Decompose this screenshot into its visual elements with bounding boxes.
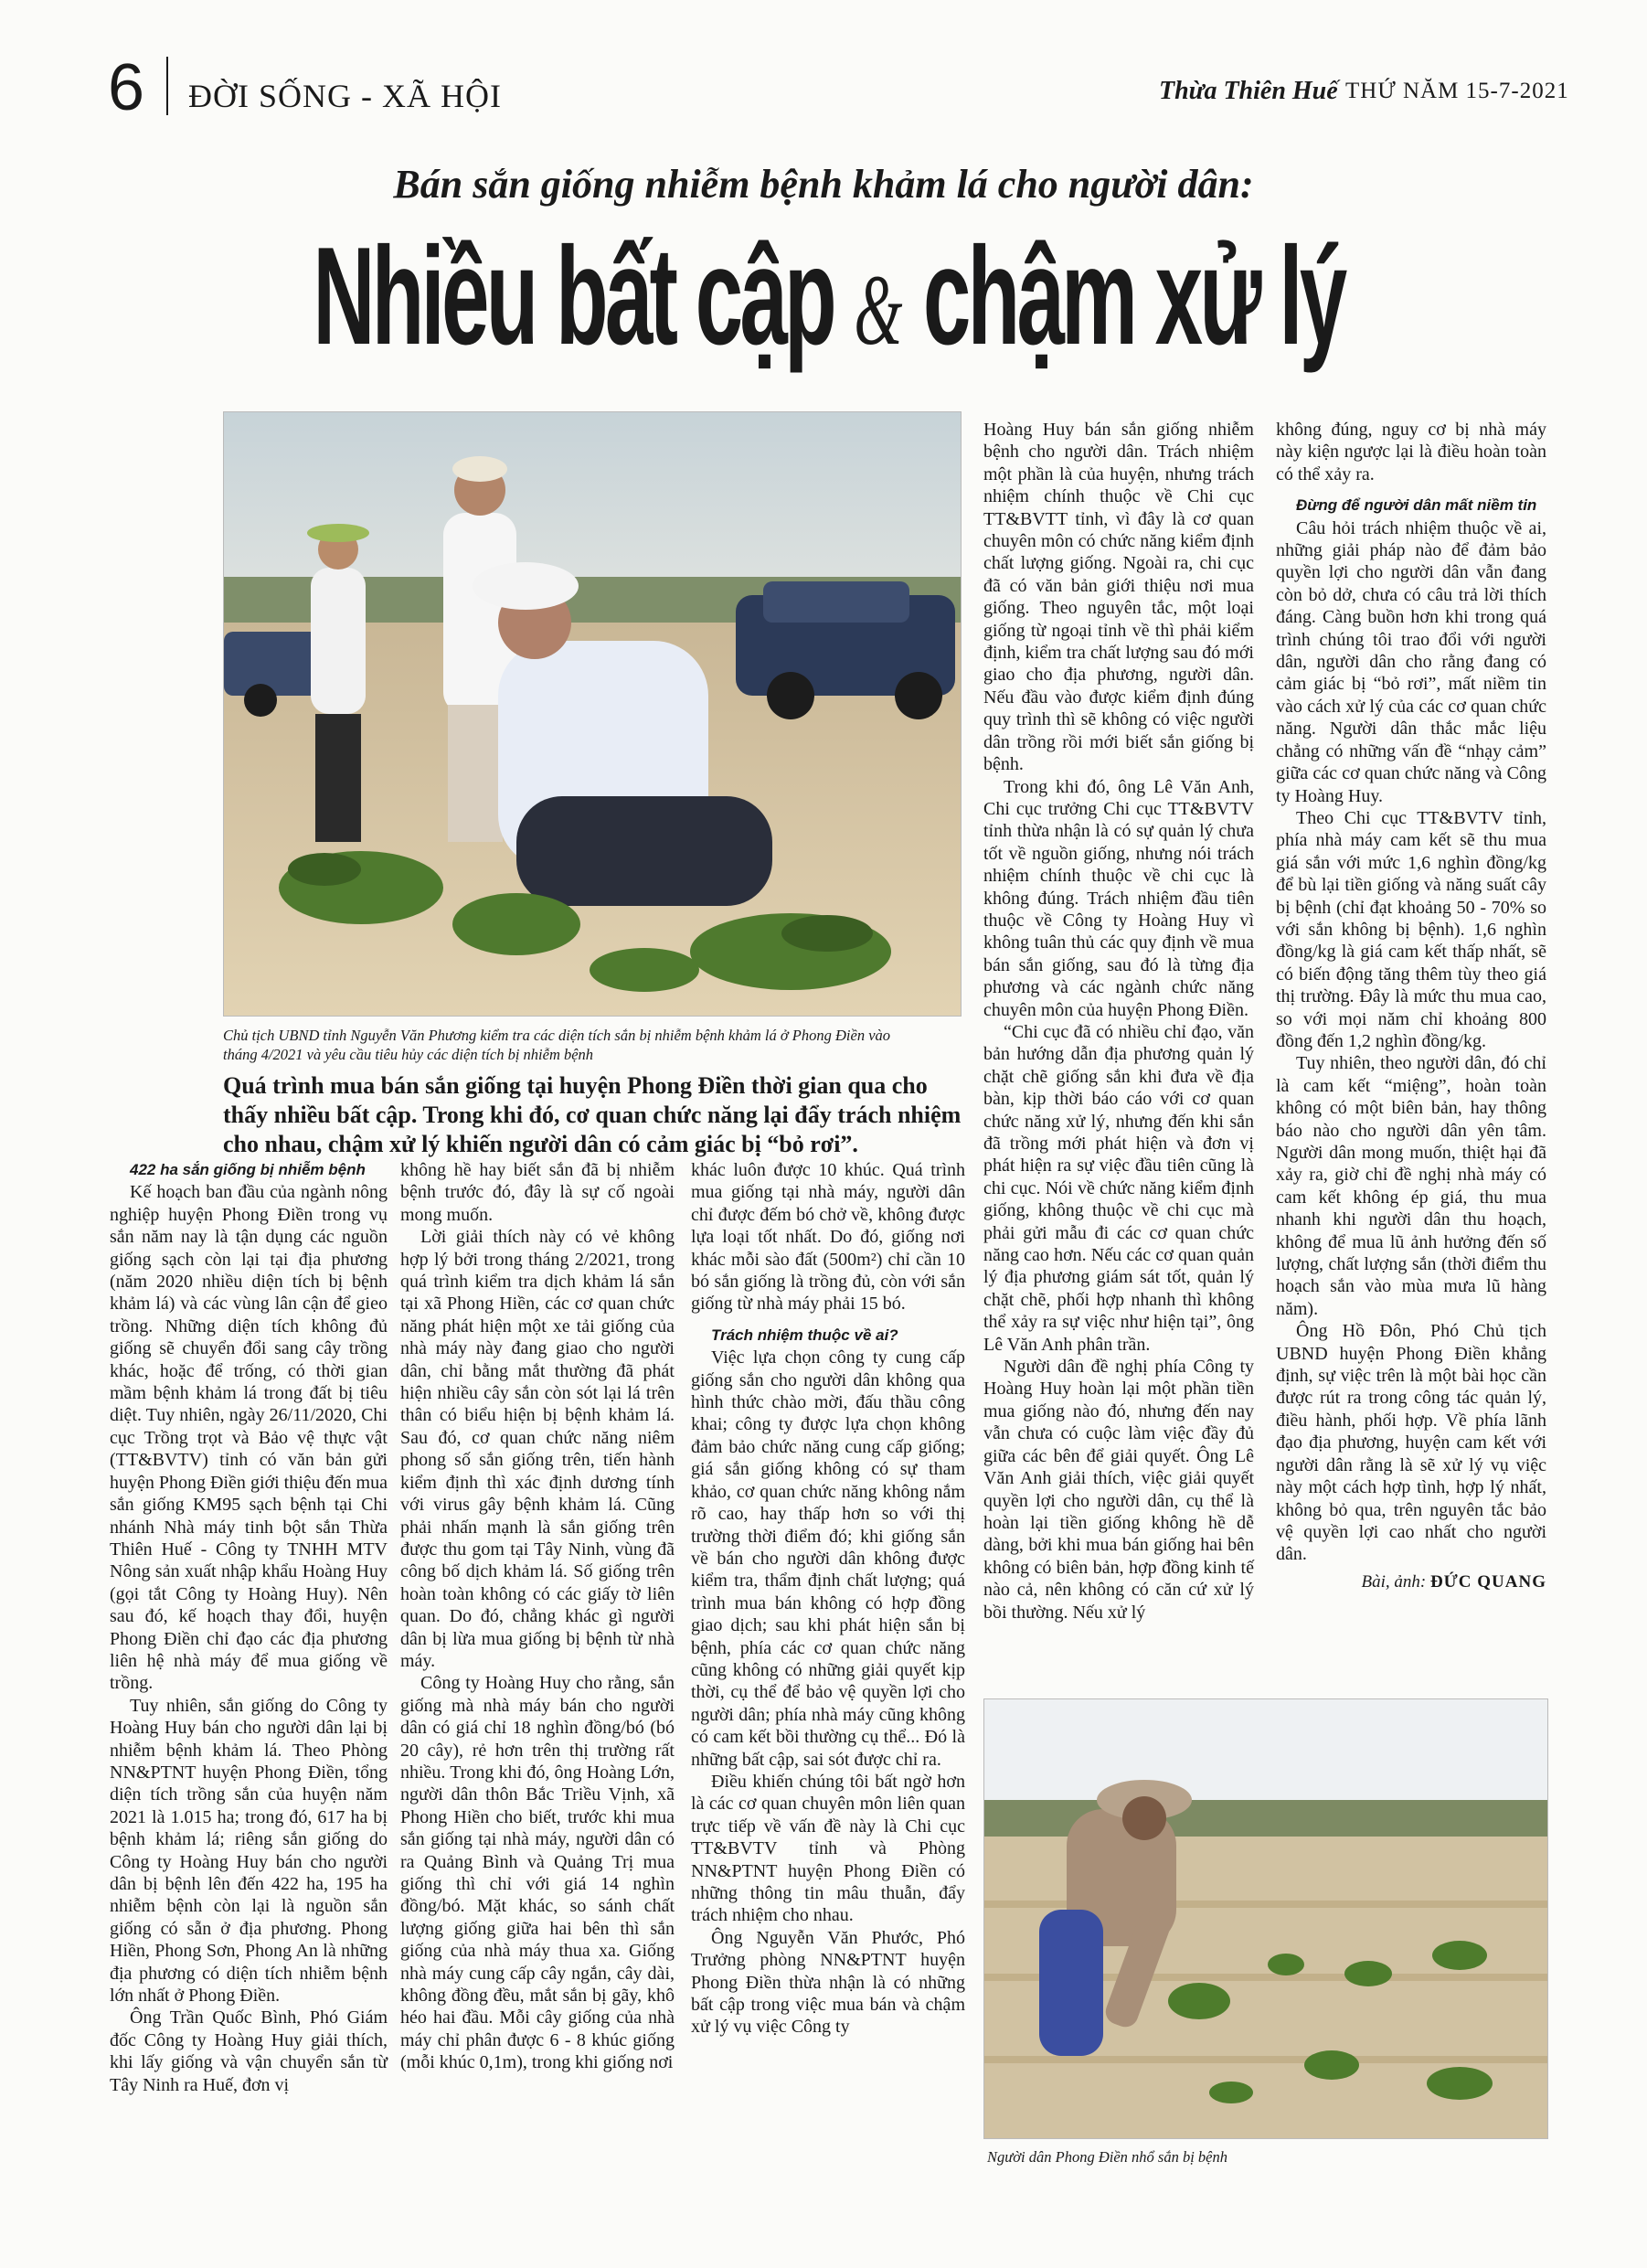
main-photo-caption: Chủ tịch UBND tỉnh Nguyễn Văn Phương kiểm tra các diện tích sắn bị nhiễm bệnh khảm lá ở Phong Điền vào tháng 4/2021 và yêu cầu tiêu hủy các diện tích bị nhiễm bệnh	[223, 1027, 891, 1063]
secondary-photo-caption: Người dân Phong Điền nhổ sắn bị bệnh	[987, 2148, 1228, 2166]
page-number: 6	[108, 51, 145, 124]
paragraph: Kế hoạch ban đầu của ngành nông nghiệp huyện Phong Điền trong vụ sắn năm nay là tận dụng các nguồn giống sạch còn lại tại địa phương (năm 2020 nhiều diện tích bị bệnh khảm lá) và các vùng lân cận để gieo trồng. Những diện tích không đủ giống sẽ chuyển đổi sang cây trồng khác, hoặc để trống, có thời gian mầm bệnh khảm lá trong đất bị tiêu diệt. Tuy nhiên, ngày 26/11/2020, Chi cục Trồng trọt và Bảo vệ thực vật (TT&BVTV) tỉnh có văn bản gửi huyện Phong Điền giới thiệu đến mua sắn giống KM95 sạch bệnh tại Chi nhánh Nhà máy tinh bột sắn Thừa Thiên Huế - Công ty TNHH MTV Nông sản xuất nhập khẩu Hoàng Huy (gọi tắt Công ty Hoàng Huy). Nên sau đó, kế hoạch thay đổi, huyện Phong Điền chỉ đạo các địa phương liên hệ nhà máy để mua giống về trồng.	[110, 1182, 388, 1694]
paragraph: Việc lựa chọn công ty cung cấp giống sắn cho người dân không qua hình thức chào mời, đấu thầu công khai; công ty được lựa chọn không đảm bảo chức năng cung cấp giống; giá sắn giống không có sự tham khảo, cơ quan chức năng không nắm rõ cao, hay thấp hơn so với thị trường thời điểm đó; khi giống sắn về bán cho người dân không được kiểm tra, thẩm định chất lượng; quá trình mua bán không có hợp đồng giao dịch; sau khi phát hiện sắn bị bệnh, phía các cơ quan chức năng cũng không có những giải quyết kịp thời, cụ thể để bảo vệ quyền lợi cho người dân; phía nhà máy cũng không có cam kết bồi thường cụ thể... Đó là những bất cập, sai sót được chỉ ra.	[691, 1347, 965, 1770]
byline-author: ĐỨC QUANG	[1429, 1571, 1546, 1592]
headline-part-1: Nhiều bất cập	[313, 218, 834, 374]
headline-ampersand: &	[854, 254, 903, 366]
article-kicker: Bán sắn giống nhiễm bệnh khảm lá cho người dân:	[393, 162, 1254, 207]
headline-part-2: chậm xử lý	[922, 218, 1344, 374]
secondary-photo	[983, 1698, 1548, 2139]
section-title: ĐỜI SỐNG - XÃ HỘI	[188, 78, 502, 114]
paragraph: không hề hay biết sắn đã bị nhiễm bệnh trước đó, đây là sự cố ngoài mong muốn.	[400, 1160, 675, 1225]
paragraph: Ông Trần Quốc Bình, Phó Giám đốc Công ty Hoàng Huy giải thích, khi lấy giống và vận chuyển sắn từ Tây Ninh ra Huế, đơn vị	[110, 2007, 388, 2095]
column-2	[400, 1159, 675, 2074]
column-5	[1276, 419, 1546, 1593]
paragraph: Trong khi đó, ông Lê Văn Anh, Chi cục trưởng Chi cục TT&BVTV tỉnh thừa nhận là có sự quản lý chưa tốt về nguồn giống, nhưng nói trách nhiệm chính thuộc về chi cục là không đúng. Trách nhiệm đầu tiên thuộc về Công ty Hoàng Huy vì không tuân thủ các quy định về mua bán sắn giống, sau đó là từng địa phương và các ngành chức năng chuyên môn của huyện Phong Điền.	[983, 776, 1254, 1020]
column-1	[110, 1159, 388, 2096]
paragraph: Ông Hồ Đôn, Phó Chủ tịch UBND huyện Phong Điền khẳng định, sự việc trên là một bài học cần được rút ra trong công tác quản lý, điều hành, phối hợp. Về phía lãnh đạo địa phương, huyện cam kết với người dân rằng là sẽ xử lý vụ việc này một cách hợp tình, hợp lý nhất, không bỏ qua, trên nguyên tắc bảo vệ quyền lợi cao nhất cho người dân.	[1276, 1321, 1546, 1565]
paragraph: Công ty Hoàng Huy cho rằng, sắn giống mà nhà máy bán cho người dân có giá chỉ 18 nghìn đồng/bó (bó 20 cây), rẻ hơn trên thị trường rất nhiều. Trong khi đó, ông Hoàng Lớn, người dân thôn Bắc Triều Vịnh, xã Phong Hiền cho biết, trước khi mua sắn giống tại nhà máy, người dân có ra Quảng Bình và Quảng Trị mua giống thì chỉ với giá 14 nghìn đồng/bó. Mặt khác, so sánh chất lượng giống giữa hai bên thì sắn giống của nhà máy thua xa. Giống nhà máy cung cấp cây ngắn, cây dài, không đồng đều, mắt sắn bị gãy, khô héo hai đầu. Mỗi cây giống của nhà máy chỉ phân được 6 - 8 khúc giống (mỗi khúc 0,1m), trong khi giống nơi	[400, 1673, 675, 2073]
paragraph: không đúng, nguy cơ bị nhà máy này kiện ngược lại là điều hoàn toàn có thể xảy ra.	[1276, 420, 1546, 484]
subheading: Đừng để người dân mất niềm tin	[1296, 496, 1537, 515]
paragraph: “Chi cục đã có nhiều chỉ đạo, văn bản hướng dẫn địa phương quản lý chặt chẽ giống sắn khi đưa về địa bàn, kịp thời báo cáo với cơ quan chức năng xử lý, nhưng đến khi sắn đã trồng mới phát hiện và đơn vị phát hiện ra sự việc đầu tiên cũng là chi cục. Nói về chức năng kiểm định giống, không thuộc về chi cục mà phải gửi mẫu đi các cơ quan chức năng cao hơn. Nếu các cơ quan quản lý địa phương giám sát tốt, quản lý chặt chẽ, phối hợp nhanh thì không thể xảy ra sự việc như hiện tại”, ông Lê Văn Anh phân trần.	[983, 1021, 1254, 1355]
subheading: 422 ha sắn giống bị nhiễm bệnh	[130, 1161, 366, 1178]
subheading: Trách nhiệm thuộc về ai?	[711, 1326, 898, 1344]
main-photo-illustration	[224, 412, 961, 1016]
paragraph: Ông Nguyễn Văn Phước, Phó Trưởng phòng NN&PTNT huyện Phong Điền thừa nhận là có những bất cập trong việc mua bán và chậm xử lý vụ việc Công ty	[691, 1927, 965, 2038]
paragraph: Câu hỏi trách nhiệm thuộc về ai, những giải pháp nào để đảm bảo quyền lợi cho người dân vẫn đang còn bỏ dở, chưa có câu trả lời thích đáng. Càng buồn hơn khi trong quá trình chúng tôi trao đổi với người dân, người dân cho rằng đang có cảm giác bị “bỏ rơi”, mất niềm tin vào cách xử lý của các cơ quan chức năng. Người dân thắc mắc liệu chẳng có những vấn đề “nhạy cảm” giữa các cơ quan chức năng và Công ty Hoàng Huy.	[1276, 517, 1546, 806]
issue-date: THỨ NĂM 15-7-2021	[1345, 79, 1569, 103]
header-divider	[166, 57, 168, 115]
main-photo	[223, 411, 962, 1017]
paragraph: Người dân đề nghị phía Công ty Hoàng Huy hoàn lại một phần tiền mua giống nào đó, nhưng đến nay vẫn chưa có cuộc làm việc đầy đủ giữa các bên để giải quyết. Ông Lê Văn Anh giải thích, việc giải quyết quyền lợi cho người dân, cụ thể là hoàn lại tiền giống không hề dễ dàng, bởi khi mua bán giống hai bên không có biên bản, hợp đồng kinh tế nào cả, nên không có căn cứ xử lý bồi thường. Nếu xử lý	[983, 1357, 1254, 1623]
column-4	[983, 419, 1254, 1624]
paragraph: Điều khiến chúng tôi bất ngờ hơn là các cơ quan chuyên môn liên quan trực tiếp về vấn đề này là Chi cục TT&BVTV tỉnh và Phòng NN&PTNT huyện Phong Điền có những thông tin mâu thuẫn, đẩy trách nhiệm cho nhau.	[691, 1771, 965, 1926]
paragraph: Tuy nhiên, sắn giống do Công ty Hoàng Huy bán cho người dân lại bị nhiễm bệnh khảm lá. Theo Phòng NN&PTNT huyện Phong Điền, tổng diện tích trồng sắn của huyện năm 2021 là 1.015 ha; trong đó, 617 ha bị bệnh khảm lá; riêng sắn giống do Công ty Hoàng Huy bán cho người dân bị bệnh lên đến 422 ha, 195 ha nhiễm bệnh còn lại là nguồn sắn giống có sẵn ở địa phương. Phong Hiền, Phong Sơn, Phong An là những địa phương có diện tích nhiễm bệnh lớn nhất ở Phong Điền.	[110, 1695, 388, 2007]
paragraph: Tuy nhiên, theo người dân, đó chỉ là cam kết “miệng”, hoàn toàn không có một biên bản, hay thông báo nào cho người dân yên tâm. Người dân mong muốn, thiệt hại đã xảy ra, giờ chỉ đề nghị nhà máy có cam kết không ép giá, thu mua nhanh khi người dân thu hoạch, không để mua lũ ảnh hưởng đến số lượng, chất lượng sắn (thời điểm thu hoạch sắn vào mùa mưa lũ hàng năm).	[1276, 1053, 1546, 1319]
paragraph: khác luôn được 10 khúc. Quá trình mua giống tại nhà máy, người dân chỉ được đếm bó chở về, không được lựa loại tốt nhất. Do đó, giống nơi khác mỗi sào đất (500m²) chỉ cần 10 bó sắn giống là trồng đủ, còn với sắn giống từ nhà máy phải 15 bó.	[691, 1160, 965, 1315]
byline	[1276, 1571, 1546, 1593]
paragraph: Hoàng Huy bán sắn giống nhiễm bệnh cho người dân. Trách nhiệm một phần là của huyện, nhưng trách nhiệm chính thuộc về Chi cục TT&BVTT tỉnh, vì đây là cơ quan chuyên môn có chức năng kiểm định chất lượng giống. Ngoài ra, chi cục đã có văn bản giới thiệu nơi mua giống. Theo nguyên tắc, một loại giống từ ngoại tỉnh về thì phải kiểm định, kiểm tra chất lượng sau đó mới giao cho địa phương, người dân. Nếu đầu vào được kiểm định đúng quy trình thì sẽ không có việc người dân trồng rồi mới biết sắn giống bị bệnh.	[983, 420, 1254, 775]
paragraph: Theo Chi cục TT&BVTV tỉnh, phía nhà máy cam kết sẽ thu mua giá sắn với mức 1,6 nghìn đồng/kg để bù lại tiền giống và năng suất cây bị bệnh (chỉ đạt khoảng 50 - 70% so với sắn không bị bệnh). 1,6 nghìn đồng/kg là giá cam kết thấp nhất, sẽ có biến động tăng thêm tùy theo giá thị trường. Đây là mức thu mua cao, so với mọi năm chỉ khoảng 800 đồng đến 1,2 nghìn đồng/kg.	[1276, 807, 1546, 1051]
paragraph: Lời giải thích này có vẻ không hợp lý bởi trong tháng 2/2021, trong quá trình kiểm tra dịch khảm lá sắn tại xã Phong Hiền, các cơ quan chức năng phát hiện một xe tải giống của nhà máy này đang giao cho người dân, chỉ bằng mắt thường đã phát hiện nhiều cây sắn còn sót lại lá trên thân có biểu hiện bị bệnh khảm lá. Sau đó, cơ quan chức năng niêm phong số sắn giống trên, tiến hành kiểm định thì xác định dương tính với virus gây bệnh khảm lá. Cũng phải nhấn mạnh là sắn giống trên được thu gom tại Tây Ninh, vùng đã công bố dịch khảm lá. Số giống trên hoàn toàn không có các giấy tờ liên quan. Do đó, chẳng khác gì người dân bị lừa mua giống bị bệnh từ nhà máy.	[400, 1227, 675, 1671]
secondary-photo-illustration	[984, 1699, 1547, 2138]
column-3	[691, 1159, 965, 2039]
article-headline	[313, 218, 1344, 383]
byline-label: Bài, ảnh:	[1361, 1571, 1427, 1592]
article-lead: Quá trình mua bán sắn giống tại huyện Phong Điền thời gian qua cho thấy nhiều bất cập. Trong khi đó, cơ quan chức năng lại đẩy trách nhiệm cho nhau, chậm xử lý khiến người dân có cảm giác bị “bỏ rơi”.	[223, 1072, 962, 1157]
publication-name: Thừa Thiên Huế	[1159, 77, 1338, 105]
